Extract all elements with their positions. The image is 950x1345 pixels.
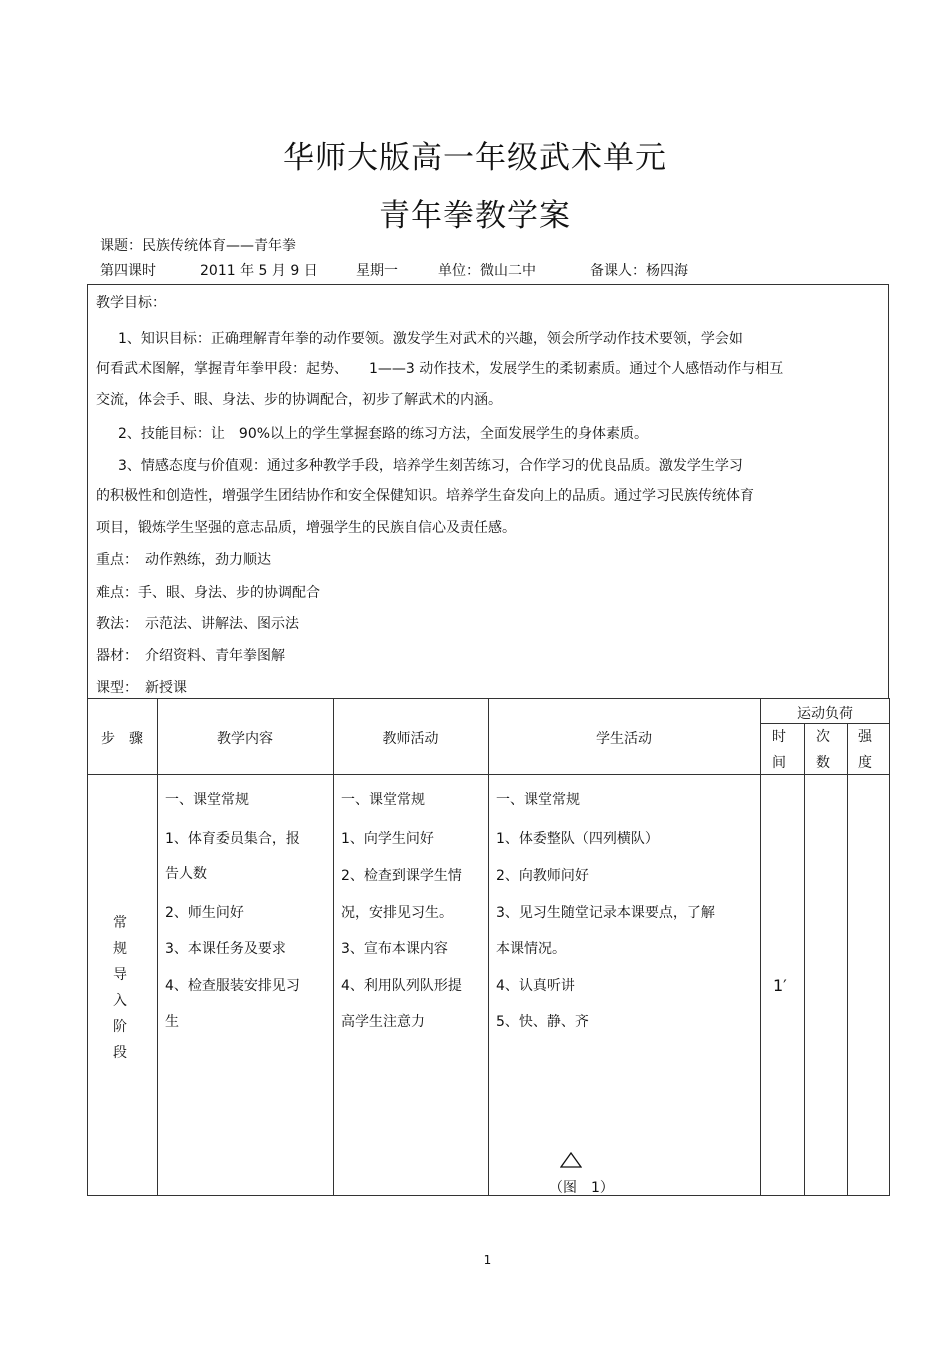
content-line: 生	[165, 1014, 179, 1030]
document-title: 华师大版高一年级武术单元	[283, 140, 667, 176]
triangle-formation-icon	[560, 1152, 582, 1168]
content-line: 一、课堂常规	[165, 792, 249, 808]
student-line: 5、快、静、齐	[496, 1014, 589, 1030]
student-line: 本课情况。	[496, 941, 566, 957]
lesson-date: 2011 年 5 月 9 日	[200, 263, 318, 279]
student-line: 1、体委整队（四列横队）	[496, 831, 659, 847]
student-line: 4、认真听讲	[496, 978, 575, 994]
page-number: 1	[483, 1253, 492, 1267]
header-count: 次 数	[816, 729, 830, 771]
teaching-methods: 教法： 示范法、讲解法、图示法	[96, 616, 299, 632]
document-subtitle: 青年拳教学案	[379, 198, 571, 234]
teacher-line: 4、利用队列队形提	[341, 978, 462, 994]
header-load: 运动负荷	[797, 706, 853, 722]
teacher-line: 一、课堂常规	[341, 792, 425, 808]
header-intensity: 强 度	[858, 729, 872, 771]
content-line: 3、本课任务及要求	[165, 941, 286, 957]
content-line: 4、检查服装安排见习	[165, 978, 300, 994]
objectives-box	[87, 284, 889, 698]
header-teacher: 教师活动	[382, 731, 439, 747]
objective-line: 2、技能目标：让 90%以上的学生掌握套路的练习方法，全面发展学生的身体素质。	[118, 426, 649, 442]
key-point: 重点： 动作熟练，劲力顺达	[96, 552, 271, 568]
content-line: 1、体育委员集合，报	[165, 831, 300, 847]
objective-line: 的积极性和创造性，增强学生团结协作和安全保健知识。培养学生奋发向上的品质。通过学习民族传统体育	[96, 488, 754, 504]
lesson-period: 第四课时	[100, 263, 156, 279]
lesson-type: 课型： 新授课	[96, 680, 187, 696]
equipment: 器材： 介绍资料、青年拳图解	[96, 648, 285, 664]
header-step: 步 骤	[101, 731, 143, 747]
student-line: 2、向教师问好	[496, 868, 589, 884]
header-time: 时 间	[772, 729, 786, 771]
stage-label: 常 规 导 入 阶 段	[113, 915, 127, 1061]
lesson-weekday: 星期一	[356, 263, 398, 279]
teacher-line: 况，安排见习生。	[341, 905, 453, 921]
teacher-line: 1、向学生问好	[341, 831, 434, 847]
objective-line: 交流，体会手、眼、身法、步的协调配合，初步了解武术的内涵。	[96, 392, 502, 408]
difficulty: 难点：手、眼、身法、步的协调配合	[96, 585, 320, 601]
figure-caption: （图 1）	[549, 1180, 614, 1196]
student-line: 一、课堂常规	[496, 792, 580, 808]
content-line: 告人数	[165, 866, 207, 882]
lesson-preparer: 备课人：杨四海	[590, 263, 688, 279]
teacher-line: 高学生注意力	[341, 1014, 425, 1030]
objective-line: 何看武术图解，掌握青年拳甲段：起势、 1——3 动作技术，发展学生的柔韧素质。通过个人感悟动作与相互	[96, 361, 784, 377]
content-line: 2、师生问好	[165, 905, 244, 921]
objective-line: 项目，锻炼学生坚强的意志品质，增强学生的民族自信心及责任感。	[96, 520, 516, 536]
lesson-unit: 单位：微山二中	[438, 263, 536, 279]
time-value: 1′	[773, 976, 787, 995]
student-line: 3、见习生随堂记录本课要点，了解	[496, 905, 715, 921]
teacher-line: 2、检查到课学生情	[341, 868, 462, 884]
objective-line: 3、情感态度与价值观：通过多种教学手段，培养学生刻苦练习，合作学习的优良品质。激发学生学习	[118, 458, 743, 474]
header-student: 学生活动	[596, 731, 652, 747]
objectives-heading: 教学目标：	[96, 295, 166, 311]
teacher-line: 3、宣布本课内容	[341, 941, 448, 957]
objective-line: 1、知识目标：正确理解青年拳的动作要领。激发学生对武术的兴趣，领会所学动作技术要领，学会如	[118, 331, 743, 347]
lesson-topic: 课题：民族传统体育——青年拳	[100, 238, 296, 254]
header-content: 教学内容	[217, 731, 273, 747]
